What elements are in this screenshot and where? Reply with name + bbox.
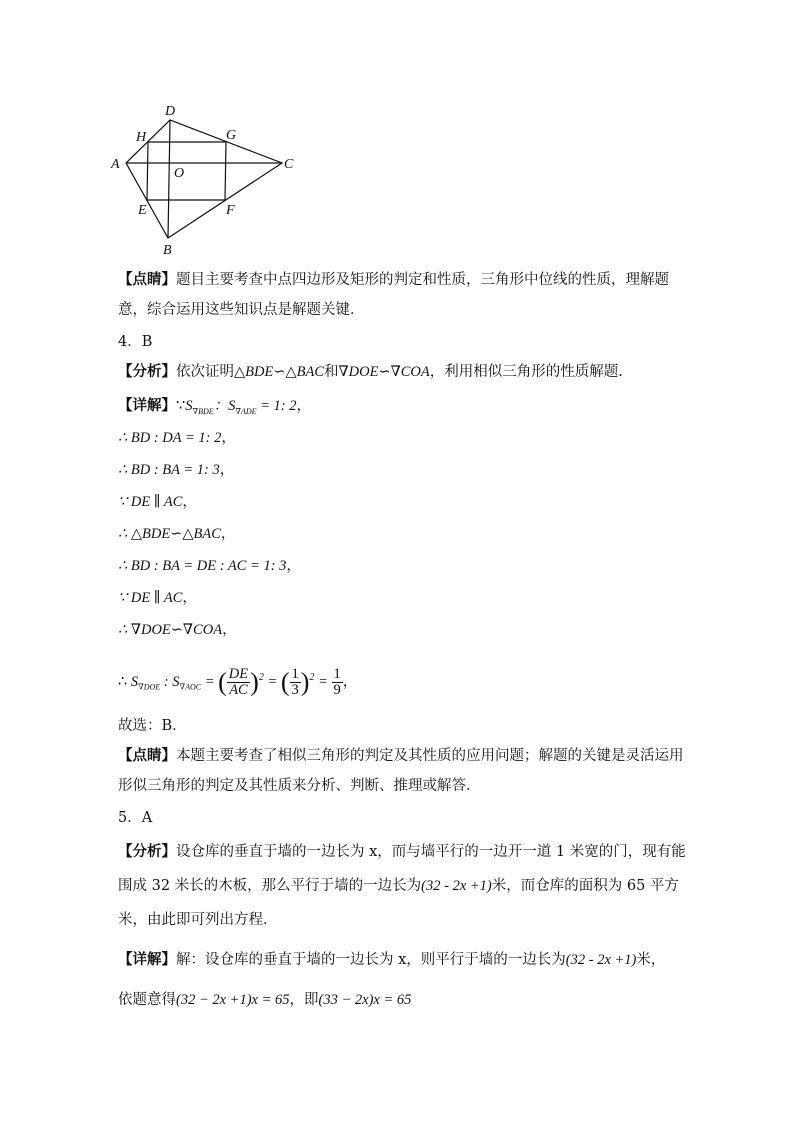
fenxi-text: 设仓库的垂直于墙的一边长为 x，而与墙平行的一边开一道 1 米宽的门，现有能 xyxy=(176,844,686,860)
expression-32-2x-1: (32 - 2x +1) xyxy=(565,952,637,968)
diagonal-DB xyxy=(168,120,170,238)
q4-step8: ∴ ∇DOE∽∇COA， xyxy=(118,622,237,638)
q5-fenxi-line2: 围成 32 米长的木板，那么平行于墙的一边长为(32 - 2x +1)米，而仓库的面积为 65 平方 xyxy=(118,878,679,894)
fraction-one-third: $\frac{1}{3}$ xyxy=(291,666,299,698)
quad-ADCB xyxy=(126,120,282,238)
fenxi-tag: 【分析】 xyxy=(118,363,176,380)
label-F: F xyxy=(226,203,235,218)
label-D: D xyxy=(165,104,176,119)
q5-fenxi-line1 xyxy=(118,842,686,862)
label-O: O xyxy=(174,166,185,181)
q5-xiangjie-line1: 【详解】解：设仓库的垂直于墙的一边长为 x，则平行于墙的一边长为(32 - 2x +1)米， xyxy=(118,951,666,968)
label-B: B xyxy=(163,243,172,258)
dianjing-text: 形似三角形的判定及其性质来分析、判断、推理或解答． xyxy=(118,778,481,794)
q4-number: 4．B xyxy=(118,334,153,350)
label-H: H xyxy=(136,130,147,145)
dianjing-text: 本题主要考查了相似三角形的判定及其性质的应用问题；解题的关键是灵活运用 xyxy=(176,748,684,764)
fenxi-text: ，利用相似三角形的性质解题. xyxy=(429,364,623,380)
q4-answer: 故选：B． xyxy=(118,718,187,734)
xiangjie-tag: 【详解】 xyxy=(118,397,176,414)
expression-32-2x-1: (32 - 2x +1) xyxy=(421,878,492,894)
q4-step7: ∵ DE ∥ AC， xyxy=(118,590,197,606)
equation-2: (33 − 2x)x = 65 xyxy=(318,992,412,1008)
q3-dianjing-line2 xyxy=(118,300,365,320)
geometry-figure xyxy=(110,98,310,258)
q4-step5: ∴ △BDE∽△BAC， xyxy=(118,526,236,542)
fenxi-tag: 【分析】 xyxy=(118,843,176,860)
similar-triangles-1: △BDE∽△BAC xyxy=(234,364,325,380)
q4-dianjing-line1 xyxy=(118,746,684,766)
rectangle-HGFE xyxy=(147,142,226,200)
q4-dianjing-line2 xyxy=(118,776,481,796)
geometry-diagram xyxy=(110,98,310,258)
q5-xiangjie-line2: 依题意得(32 − 2x +1)x = 65，即(33 − 2x)x = 65 xyxy=(118,992,412,1008)
because-symbol: ∵ xyxy=(176,398,186,414)
q3-dianjing-line1 xyxy=(118,270,669,290)
q4-step3: ∴ BD : BA = 1: 3， xyxy=(118,462,235,478)
fenxi-text: 和 xyxy=(324,364,339,380)
label-A: A xyxy=(111,157,120,172)
dianjing-tag: 【点睛】 xyxy=(118,747,176,764)
q5-fenxi-line3: 米，由此即可列出方程． xyxy=(118,912,278,928)
q4-step4: ∵ DE ∥ AC， xyxy=(118,494,197,510)
dianjing-text: 意，综合运用这些知识点是解题关键． xyxy=(118,302,365,318)
q4-step9: ∴ $S_{\nabla DOE}$ : $S_{\nabla AOC}$ = ( $\frac{DE}{AC}$ )$^2$ = ( $\frac{1}{3}$ )$^2$ = $\frac{1}{9}$ ， xyxy=(118,666,358,698)
xiangjie-tag: 【详解】 xyxy=(118,951,176,968)
dianjing-tag: 【点睛】 xyxy=(118,271,176,288)
label-G: G xyxy=(226,128,237,143)
fraction-de-ac: $\frac{DE}{AC}$ xyxy=(228,666,249,698)
q5-number: 5．A xyxy=(118,810,153,826)
dianjing-text: 题目主要考查中点四边形及矩形的判定和性质，三角形中位线的性质，理解题 xyxy=(176,272,669,288)
q4-step6: ∴ BD : BA = DE : AC = 1: 3， xyxy=(118,558,301,574)
label-C: C xyxy=(284,157,294,172)
similar-triangles-2: ∇DOE∽∇COA xyxy=(338,364,430,380)
equation-1: (32 − 2x +1)x = 65 xyxy=(176,992,290,1008)
q4-xiangjie-step1: 【详解】$\because S_{\nabla BDE}$：$S_{\nabla ADE} = 1$: 2， xyxy=(118,397,312,416)
fraction-one-ninth: $\frac{1}{9}$ xyxy=(333,666,341,698)
area-ratio-bde-ade: $S_{\nabla BDE}$：$S_{\nabla ADE} = 1$: 2 xyxy=(185,398,297,416)
fenxi-text: 依次证明 xyxy=(176,364,234,380)
label-E: E xyxy=(138,203,147,218)
q4-fenxi xyxy=(118,362,623,382)
q4-step2: ∴ BD : DA = 1: 2， xyxy=(118,430,236,446)
